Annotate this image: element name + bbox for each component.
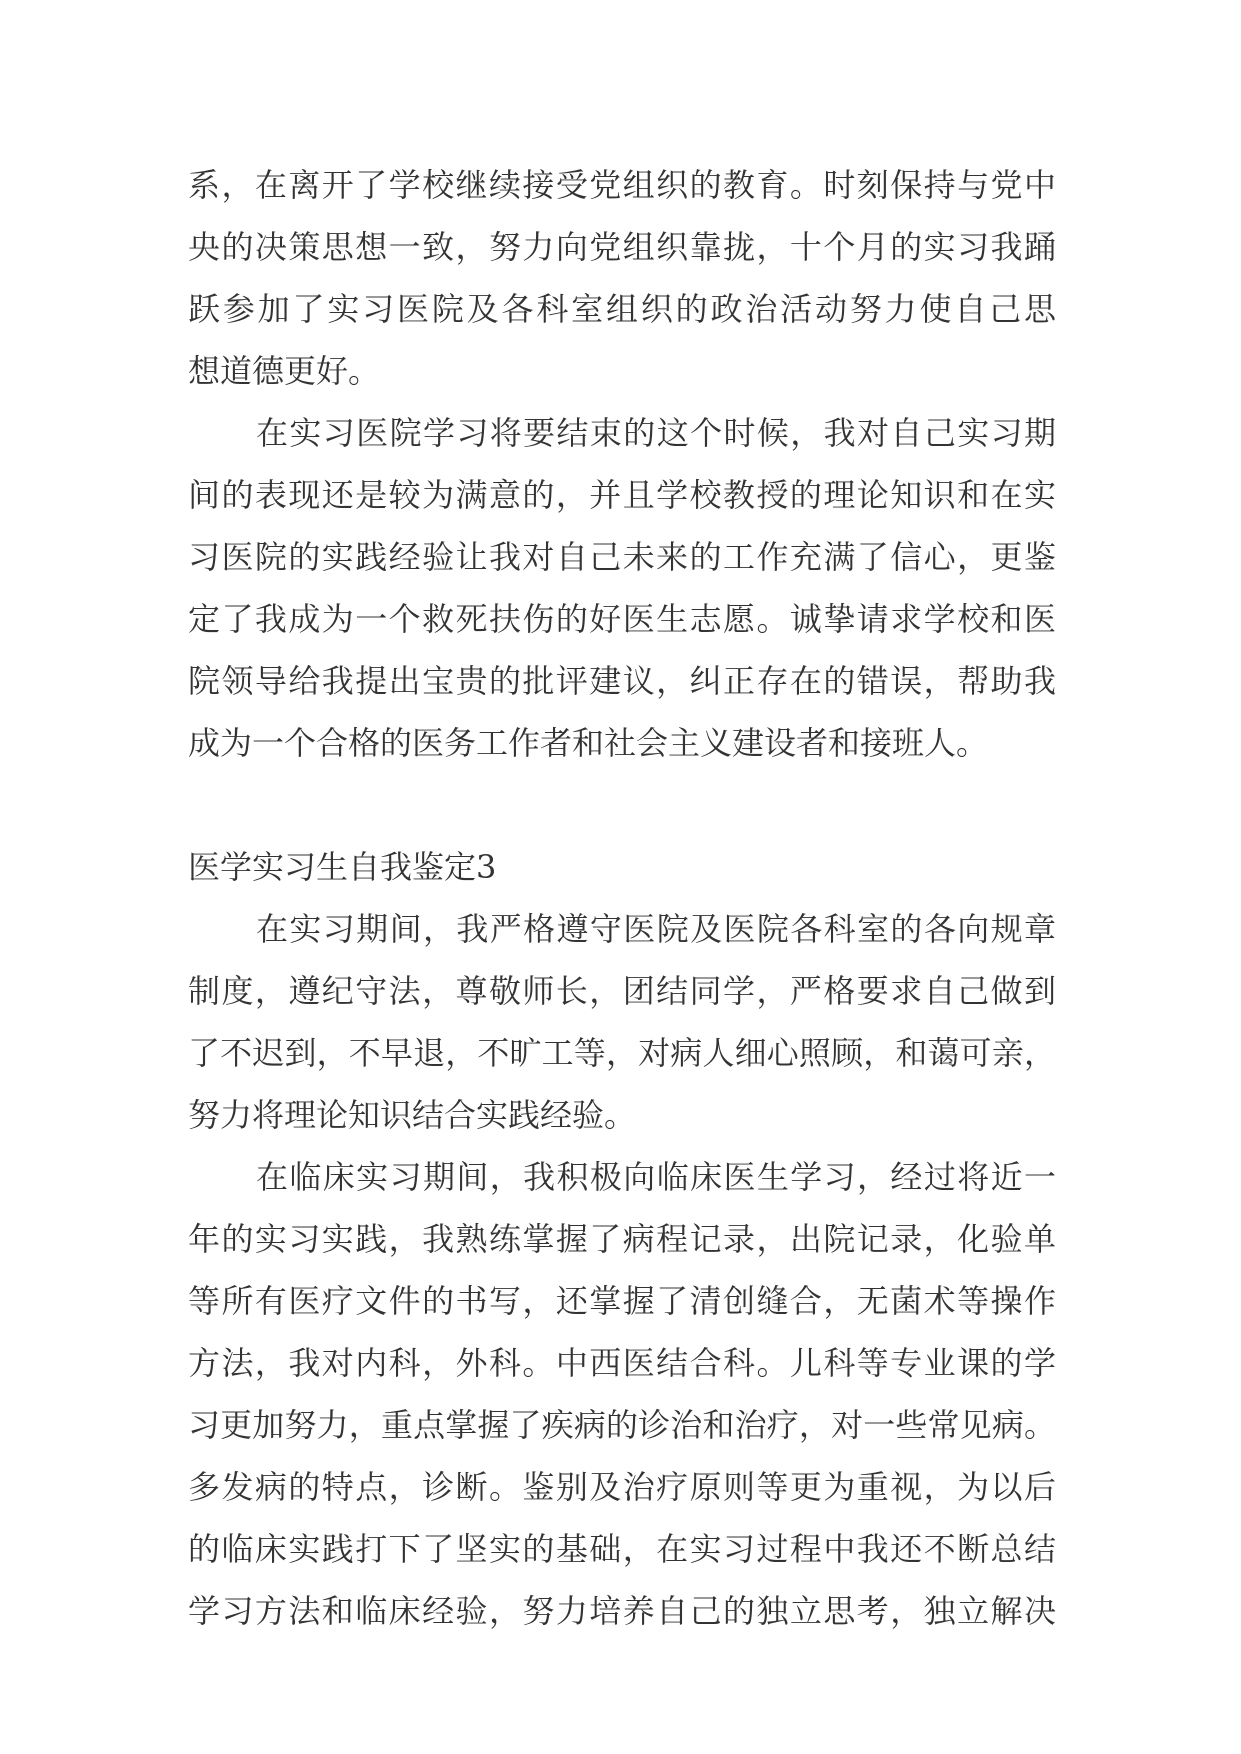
text-line: 了不迟到，不早退，不旷工等，对病人细心照顾，和蔼可亲， [188,1034,1056,1072]
paragraph [188,402,1056,774]
text-line: 在临床实习期间，我积极向临床医生学习，经过将近一 [256,1158,1056,1196]
text-line: 跃参加了实习医院及各科室组织的政治活动努力使自己思 [188,290,1056,328]
text-line: 在实习期间，我严格遵守医院及医院各科室的各向规章 [256,910,1056,948]
text-line: 间的表现还是较为满意的，并且学校教授的理论知识和在实 [188,476,1056,514]
text-line: 院领导给我提出宝贵的批评建议，纠正存在的错误，帮助我 [188,662,1056,700]
text-line: 学习方法和临床经验，努力培养自己的独立思考，独立解决 [188,1592,1056,1630]
paragraph [188,1146,1056,1642]
text-line: 的临床实践打下了坚实的基础，在实习过程中我还不断总结 [188,1530,1056,1568]
section-gap [188,774,1056,836]
text-line: 系，在离开了学校继续接受党组织的教育。时刻保持与党中 [188,166,1056,204]
text-line: 定了我成为一个救死扶伤的好医生志愿。诚挚请求学校和医 [188,600,1056,638]
paragraph [188,154,1056,402]
text-line: 多发病的特点，诊断。鉴别及治疗原则等更为重视，为以后 [188,1468,1056,1506]
text-line: 想道德更好。 [188,352,381,390]
paragraph [188,898,1056,1146]
text-line: 在实习医院学习将要结束的这个时候，我对自己实习期 [256,414,1056,452]
text-line: 年的实习实践，我熟练掌握了病程记录，出院记录，化验单 [188,1220,1056,1258]
text-line: 习更加努力，重点掌握了疾病的诊治和治疗，对一些常见病。 [188,1406,1056,1444]
text-line: 方法，我对内科，外科。中西医结合科。儿科等专业课的学 [188,1344,1056,1382]
text-line: 制度，遵纪守法，尊敬师长，团结同学，严格要求自己做到 [188,972,1056,1010]
document-body [188,154,1056,1642]
text-line: 习医院的实践经验让我对自己未来的工作充满了信心，更鉴 [188,538,1056,576]
text-line: 央的决策思想一致，努力向党组织靠拢，十个月的实习我踊 [188,228,1056,266]
section-heading: 医学实习生自我鉴定3 [188,848,497,886]
text-line: 努力将理论知识结合实践经验。 [188,1096,637,1134]
text-line: 等所有医疗文件的书写，还掌握了清创缝合，无菌术等操作 [188,1282,1056,1320]
text-line: 成为一个合格的医务工作者和社会主义建设者和接班人。 [188,724,989,762]
